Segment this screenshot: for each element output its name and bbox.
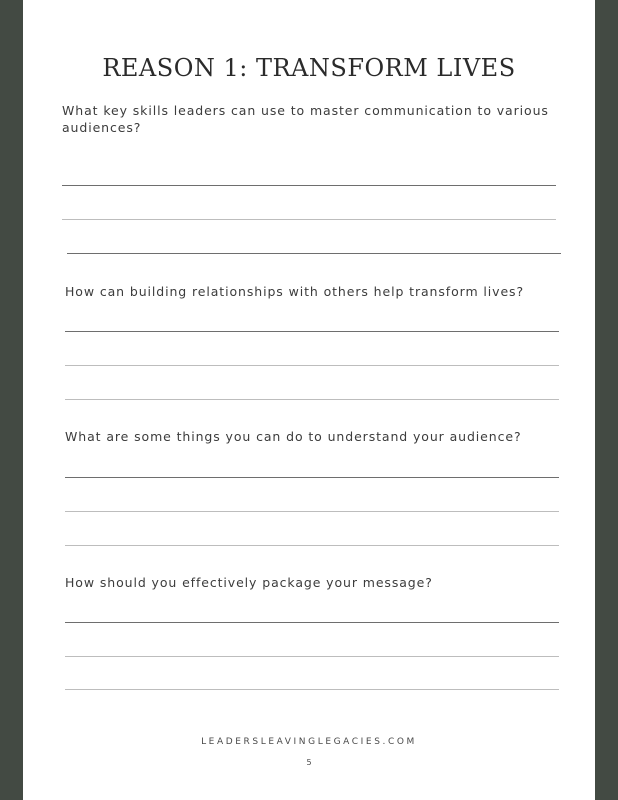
question-3-text: What are some things you can do to understand your audience?	[65, 429, 522, 444]
question-4-text: How should you effectively package your message?	[65, 575, 433, 590]
answer-line[interactable]	[67, 253, 561, 254]
answer-line[interactable]	[65, 622, 559, 623]
page-title: REASON 1: TRANSFORM LIVES	[102, 54, 516, 82]
question-1-text: What key skills leaders can use to master communication to various audiences?	[62, 103, 549, 135]
answer-line[interactable]	[65, 365, 559, 366]
worksheet-page	[23, 0, 595, 800]
question-2-text: How can building relationships with others help transform lives?	[65, 284, 524, 299]
answer-line[interactable]	[65, 511, 559, 512]
footer-website: LEADERSLEAVINGLEGACIES.COM	[201, 737, 417, 747]
answer-line[interactable]	[65, 689, 559, 690]
answer-line[interactable]	[62, 219, 556, 220]
answer-line[interactable]	[65, 477, 559, 478]
answer-line[interactable]	[62, 185, 556, 186]
answer-line[interactable]	[65, 545, 559, 546]
answer-line[interactable]	[65, 331, 559, 332]
answer-line[interactable]	[65, 399, 559, 400]
answer-line[interactable]	[65, 656, 559, 657]
page-number: 5	[306, 758, 312, 767]
